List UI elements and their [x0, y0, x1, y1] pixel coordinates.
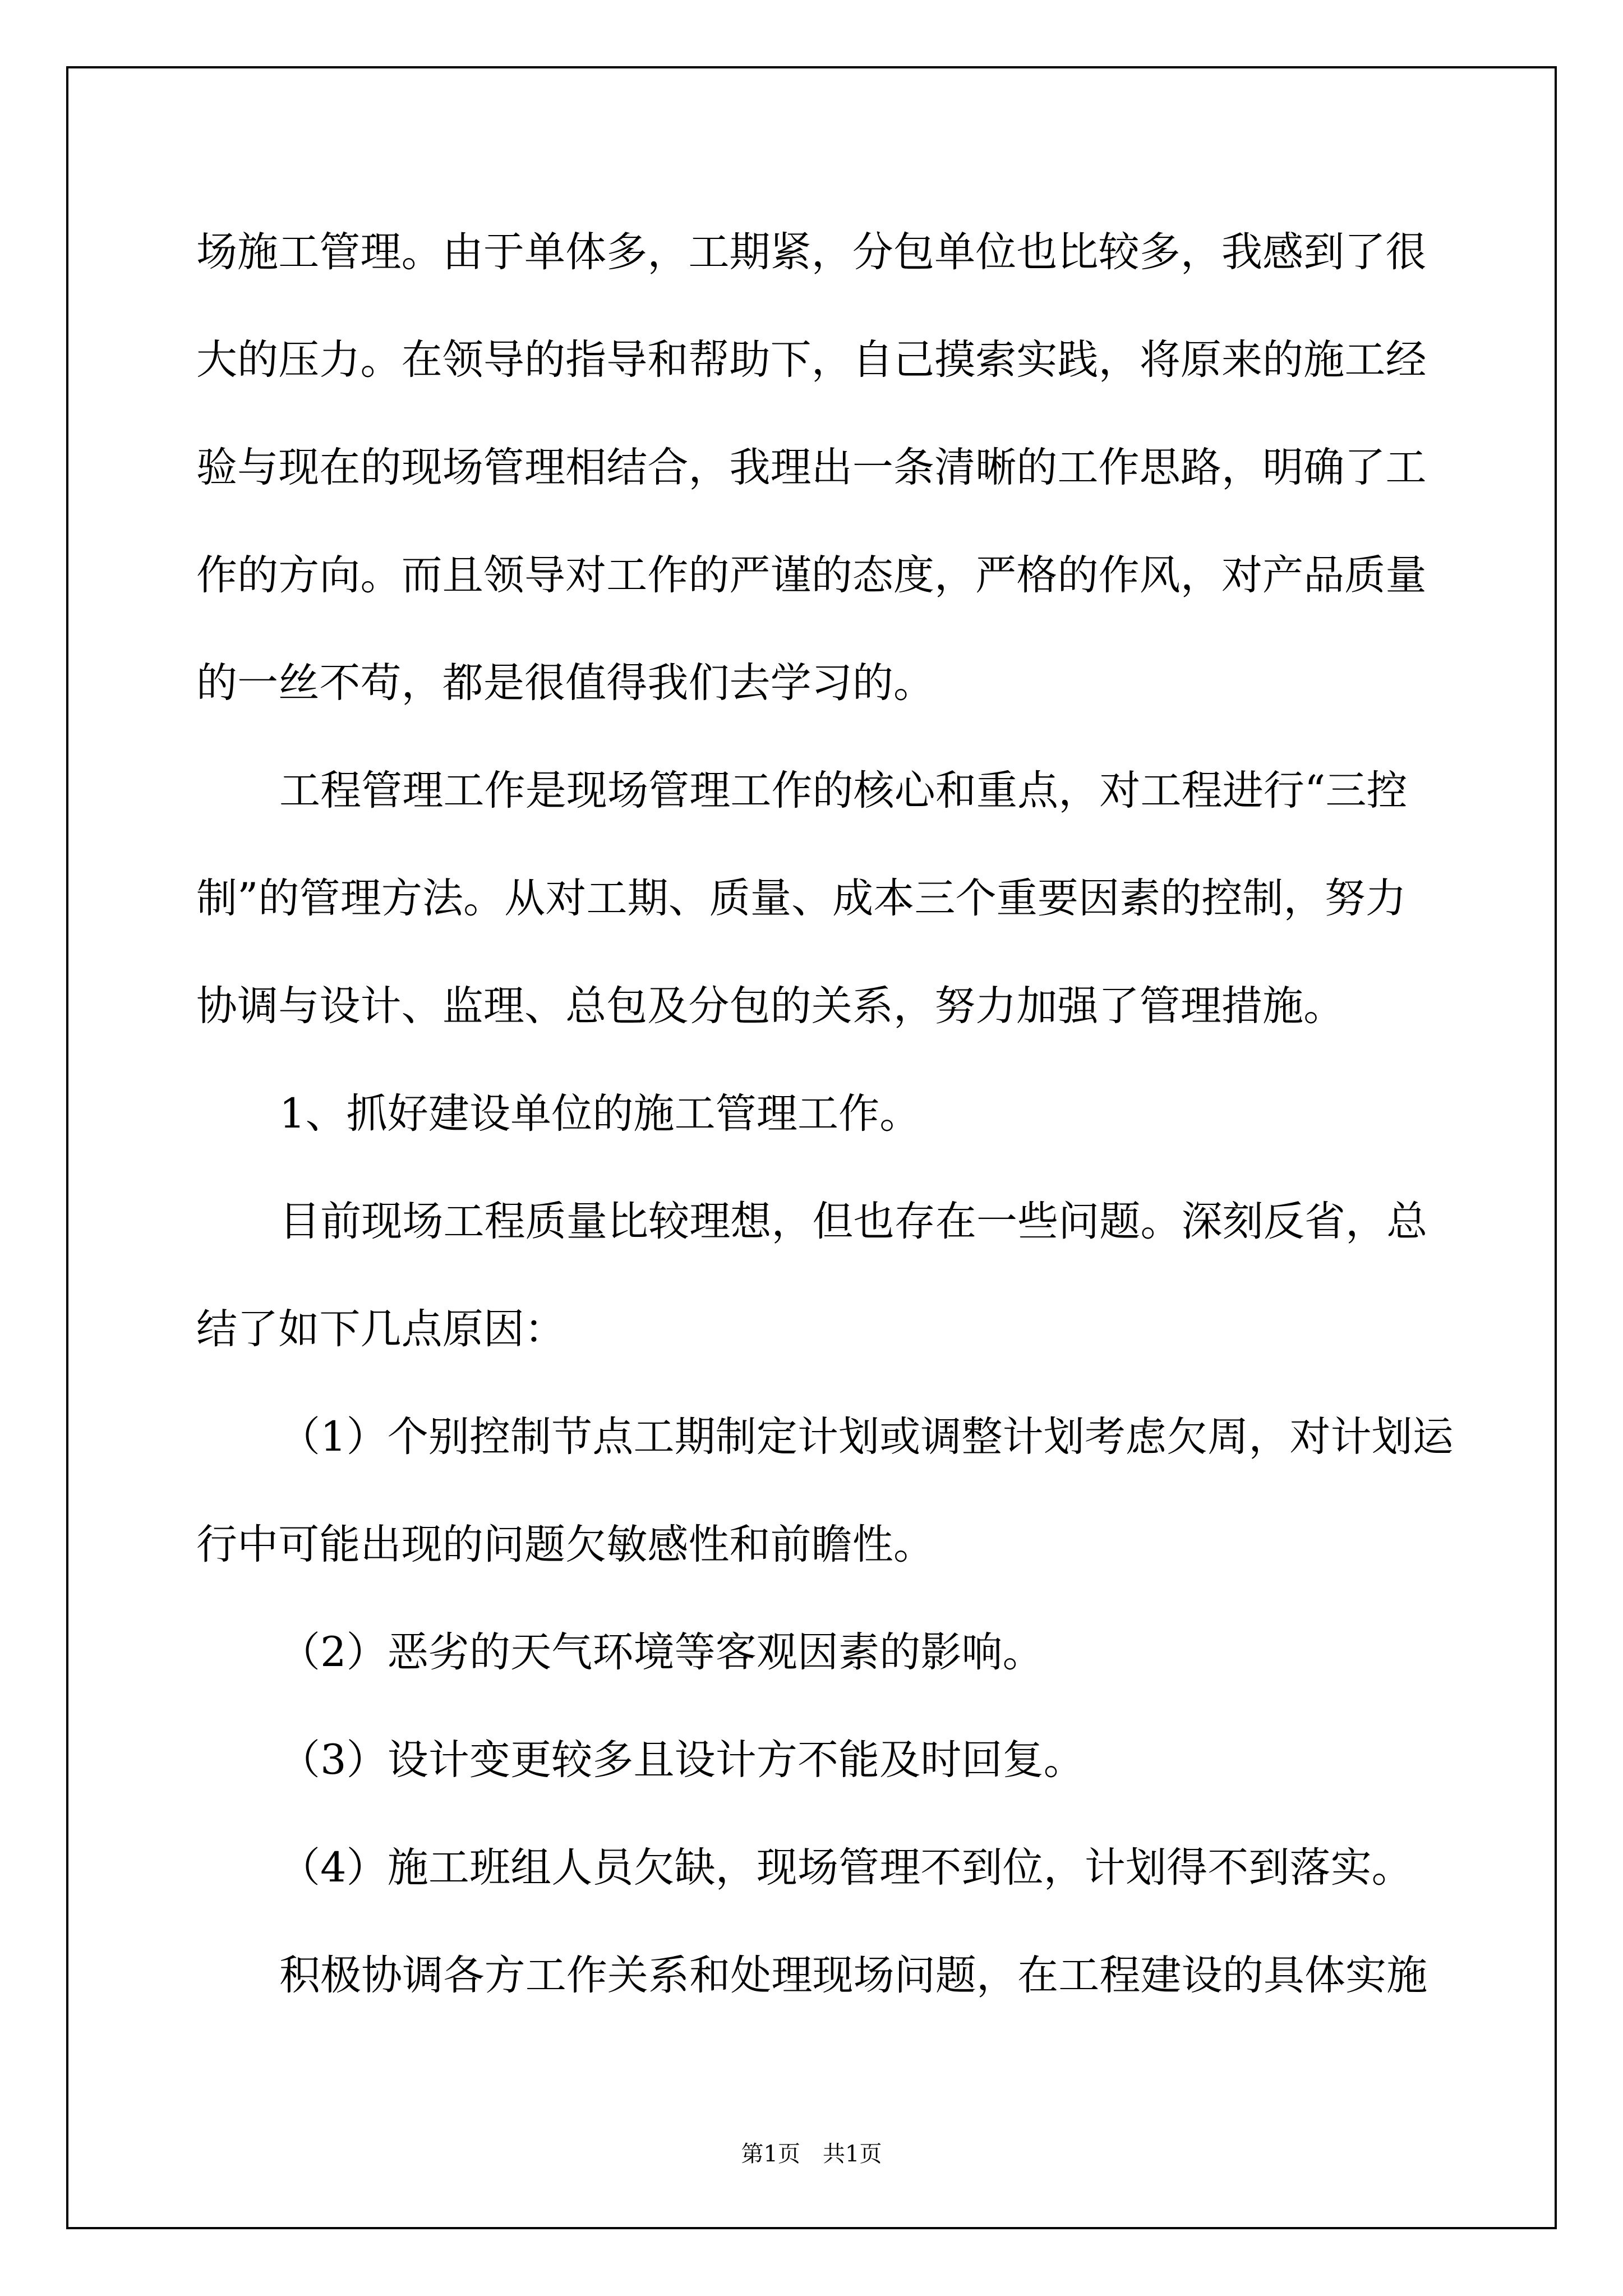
body-line-13: 行中可能出现的问题欠敏感性和前瞻性。 — [196, 1521, 935, 1568]
body-line-7: 制”的管理方法。从对工期、质量、成本三个重要因素的控制，努力 — [196, 875, 1407, 922]
body-line-10: 目前现场工程质量比较理想，但也存在一些问题。深刻反省，总 — [279, 1198, 1428, 1245]
body-line-9: 1、抓好建设单位的施工管理工作。 — [279, 1090, 921, 1138]
body-line-8: 协调与设计、监理、总包及分包的关系，努力加强了管理措施。 — [196, 982, 1345, 1030]
page-footer: 第1页 共1页 — [741, 2141, 882, 2167]
body-line-12: （1）个别控制节点工期制定计划或调整计划考虑欠周，对计划运 — [279, 1413, 1454, 1461]
body-line-4: 作的方向。而且领导对工作的严谨的态度，严格的作风，对产品质量 — [196, 551, 1427, 599]
body-line-2: 大的压力。在领导的指导和帮助下，自己摸索实践，将原来的施工经 — [196, 336, 1427, 384]
body-line-1: 场施工管理。由于单体多，工期紧，分包单位也比较多，我感到了很 — [196, 228, 1427, 276]
page-border — [66, 66, 1557, 2229]
body-line-3: 验与现在的现场管理相结合，我理出一条清晰的工作思路，明确了工 — [196, 444, 1427, 491]
body-line-15: （3）设计变更较多且设计方不能及时回复。 — [279, 1736, 1085, 1784]
body-line-14: （2）恶劣的天气环境等客观因素的影响。 — [279, 1628, 1044, 1676]
body-line-16: （4）施工班组人员欠缺，现场管理不到位，计划得不到落实。 — [279, 1844, 1413, 1892]
body-line-17: 积极协调各方工作关系和处理现场问题，在工程建设的具体实施 — [279, 1952, 1428, 1999]
body-line-6: 工程管理工作是现场管理工作的核心和重点，对工程进行“三控 — [279, 767, 1408, 815]
body-line-5: 的一丝不苟，都是很值得我们去学习的。 — [196, 659, 935, 707]
body-line-11: 结了如下几点原因： — [196, 1305, 566, 1353]
